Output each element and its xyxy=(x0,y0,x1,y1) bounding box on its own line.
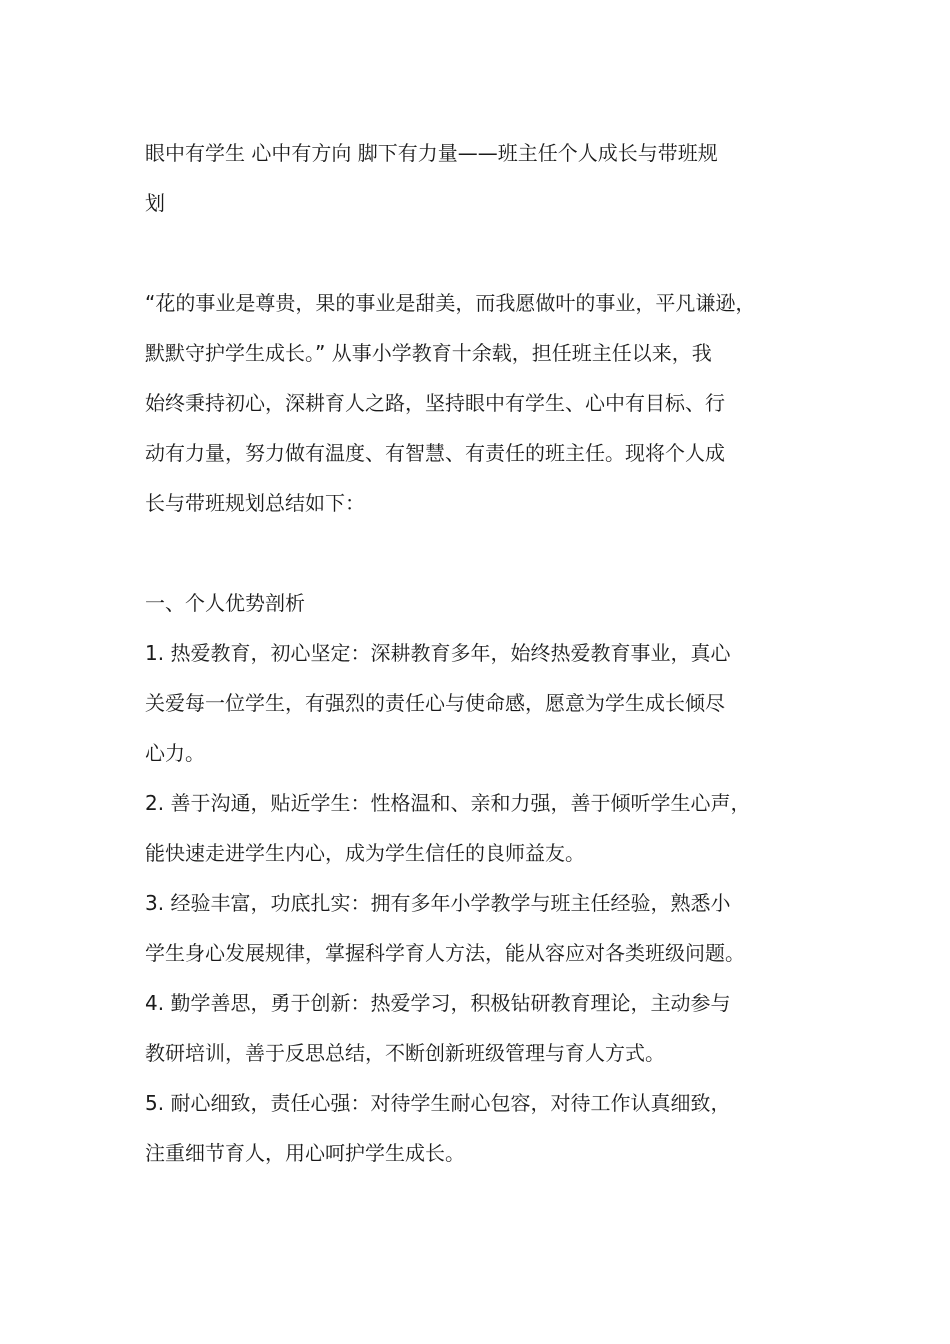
document-body xyxy=(145,128,835,1178)
title-line: 划 xyxy=(145,191,165,215)
intro-line: 动有力量，努力做有温度、有智慧、有责任的班主任。现将个人成 xyxy=(145,441,725,465)
section-heading: 一、个人优势剖析 xyxy=(145,591,305,615)
list-item xyxy=(145,1078,835,1178)
list-item-line: 学生身心发展规律，掌握科学育人方法，能从容应对各类班级问题。 xyxy=(145,941,745,965)
list-item-line: 心力。 xyxy=(145,741,205,765)
page-title xyxy=(145,128,835,228)
list-item xyxy=(145,628,835,778)
list-item-line: 关爱每一位学生，有强烈的责任心与使命感，愿意为学生成长倾尽 xyxy=(145,691,725,715)
list-item-line: 5. 耐心细致，责任心强：对待学生耐心包容，对待工作认真细致， xyxy=(145,1091,731,1115)
title-line: 眼中有学生 心中有方向 脚下有力量——班主任个人成长与带班规 xyxy=(145,141,718,165)
list-item-line: 注重细节育人，用心呵护学生成长。 xyxy=(145,1141,465,1165)
intro-line: 默默守护学生成长。” 从事小学教育十余载，担任班主任以来，我 xyxy=(145,341,712,365)
list-item xyxy=(145,878,835,978)
list-item-line: 教研培训，善于反思总结，不断创新班级管理与育人方式。 xyxy=(145,1041,665,1065)
intro-line: “花的事业是尊贵，果的事业是甜美，而我愿做叶的事业，平凡谦逊， xyxy=(145,291,756,315)
list-item xyxy=(145,978,835,1078)
list-item-line: 2. 善于沟通，贴近学生：性格温和、亲和力强，善于倾听学生心声， xyxy=(145,791,751,815)
spacer xyxy=(145,528,835,578)
intro-paragraph xyxy=(145,278,835,528)
list-item-line: 能快速走进学生内心，成为学生信任的良师益友。 xyxy=(145,841,585,865)
list-item-line: 3. 经验丰富，功底扎实：拥有多年小学教学与班主任经验，熟悉小 xyxy=(145,891,731,915)
list-item xyxy=(145,778,835,878)
intro-line: 长与带班规划总结如下： xyxy=(145,491,365,515)
list-item-line: 4. 勤学善思，勇于创新：热爱学习，积极钻研教育理论，主动参与 xyxy=(145,991,731,1015)
list-item-line: 1. 热爱教育，初心坚定：深耕教育多年，始终热爱教育事业，真心 xyxy=(145,641,731,665)
spacer xyxy=(145,228,835,278)
intro-line: 始终秉持初心，深耕育人之路，坚持眼中有学生、心中有目标、行 xyxy=(145,391,725,415)
